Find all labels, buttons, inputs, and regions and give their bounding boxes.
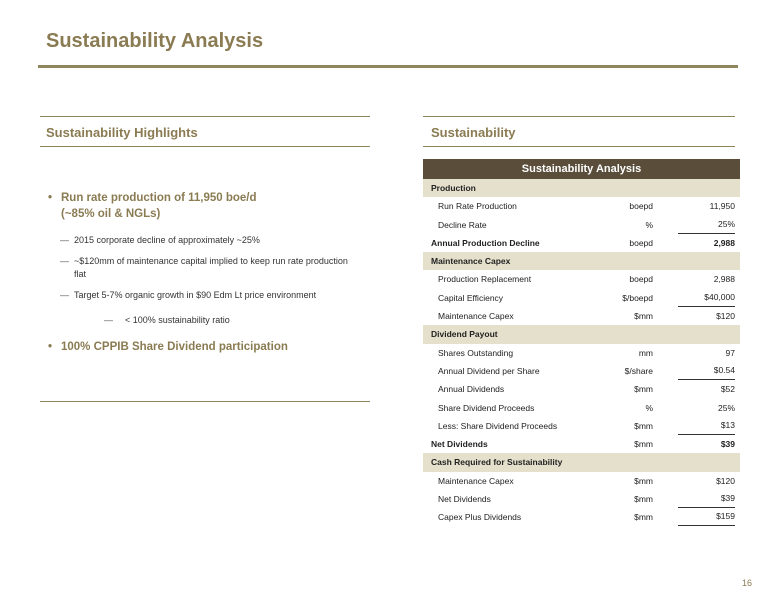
row-unit: % xyxy=(645,219,653,230)
row-unit: boepd xyxy=(629,274,653,285)
title-divider xyxy=(38,65,738,68)
highlight-bullet-dividend: • 100% CPPIB Share Dividend participation xyxy=(48,339,358,355)
highlight-subsub-ratio: — < 100% sustainability ratio xyxy=(48,314,358,327)
row-value: 25% xyxy=(717,402,735,413)
row-unit: $mm xyxy=(634,512,653,523)
row-label: Cash Required for Sustainability xyxy=(431,457,563,468)
highlight-sub-decline: — 2015 corporate decline of approximately ~25% xyxy=(48,234,358,247)
table-row xyxy=(423,216,740,234)
highlight-sub-growth: — Target 5-7% organic growth in $90 Edm Lt price environment xyxy=(48,289,358,302)
table-row xyxy=(423,362,740,380)
table-row xyxy=(423,197,740,215)
bullet-line: • Run rate production of 11,950 boe/d xyxy=(61,192,257,204)
right-top-divider xyxy=(423,116,735,117)
row-unit: mm xyxy=(638,347,653,358)
row-unit: $mm xyxy=(634,384,653,395)
table-row xyxy=(423,380,740,398)
table-row xyxy=(423,417,740,435)
highlight-sub-maintenance: — ~$120mm of maintenance capital implied to keep run rate production flat xyxy=(48,255,358,281)
table-row xyxy=(423,289,740,307)
row-label: Production Replacement xyxy=(438,274,532,285)
bullet-line: (~85% oil & NGLs) xyxy=(61,208,161,220)
row-unit: % xyxy=(645,402,653,413)
table-row xyxy=(423,344,740,362)
row-label: Run Rate Production xyxy=(438,201,517,212)
row-label: Annual Dividend per Share xyxy=(438,365,540,376)
row-unit: $mm xyxy=(634,439,653,450)
table-section-row xyxy=(423,453,740,471)
row-label: Shares Outstanding xyxy=(438,347,514,358)
highlights-title: Sustainability Highlights xyxy=(46,125,198,140)
table-row xyxy=(423,234,740,252)
row-unit: $mm xyxy=(634,311,653,322)
row-unit: $mm xyxy=(634,475,653,486)
row-label: Annual Dividends xyxy=(438,384,505,395)
row-value: $120 xyxy=(716,311,735,322)
row-unit: $/boepd xyxy=(622,292,653,303)
table-header: Sustainability Analysis xyxy=(423,159,740,179)
row-unit: boepd xyxy=(629,237,653,248)
table-section-row xyxy=(423,179,740,197)
row-label: Dividend Payout xyxy=(431,329,498,340)
row-value: $0.54 xyxy=(678,362,735,380)
row-unit: boepd xyxy=(629,201,653,212)
row-value: 97 xyxy=(725,347,735,358)
row-value: $52 xyxy=(720,384,735,395)
row-unit: $mm xyxy=(634,420,653,431)
row-value: 2,988 xyxy=(713,274,735,285)
row-value: $39 xyxy=(678,490,735,508)
page-title: Sustainability Analysis xyxy=(46,30,264,52)
table-row xyxy=(423,435,740,453)
row-label: Net Dividends xyxy=(438,494,491,505)
table-row xyxy=(423,490,740,508)
row-value: 2,988 xyxy=(713,237,735,248)
page-number: 16 xyxy=(741,578,752,588)
row-label: Net Dividends xyxy=(431,439,488,450)
highlight-bullet-production xyxy=(48,190,358,222)
row-value: $120 xyxy=(716,475,735,486)
row-value: 25% xyxy=(678,216,735,234)
table-row xyxy=(423,399,740,417)
row-label: Production xyxy=(431,183,476,193)
table-section-row xyxy=(423,252,740,270)
table-row xyxy=(423,270,740,288)
row-label: Maintenance Capex xyxy=(438,475,514,486)
left-top-divider xyxy=(40,116,370,117)
row-unit: $mm xyxy=(634,494,653,505)
sustainability-table xyxy=(423,159,740,527)
row-value: $40,000 xyxy=(678,289,735,307)
row-label: Share Dividend Proceeds xyxy=(438,402,535,413)
table-row xyxy=(423,472,740,490)
row-label: Maintenance Capex xyxy=(431,256,511,267)
row-label: Annual Production Decline xyxy=(431,237,540,248)
row-label: Decline Rate xyxy=(438,219,487,230)
row-label: Capital Efficiency xyxy=(438,292,504,303)
left-bottom-divider xyxy=(40,401,370,402)
right-title-divider xyxy=(423,146,735,147)
table-section-row xyxy=(423,325,740,343)
row-value: 11,950 xyxy=(709,201,735,212)
row-label: Less: Share Dividend Proceeds xyxy=(438,420,558,431)
row-value: $13 xyxy=(678,417,735,435)
table-row xyxy=(423,307,740,325)
left-title-divider xyxy=(40,146,370,147)
table-row xyxy=(423,508,740,526)
row-value: $39 xyxy=(720,439,735,450)
row-label: Maintenance Capex xyxy=(438,311,514,322)
row-unit: $/share xyxy=(624,365,653,376)
row-value: $159 xyxy=(678,508,735,526)
row-label: Capex Plus Dividends xyxy=(438,512,522,523)
sustainability-title: Sustainability xyxy=(431,125,516,140)
highlights-list xyxy=(48,190,358,355)
